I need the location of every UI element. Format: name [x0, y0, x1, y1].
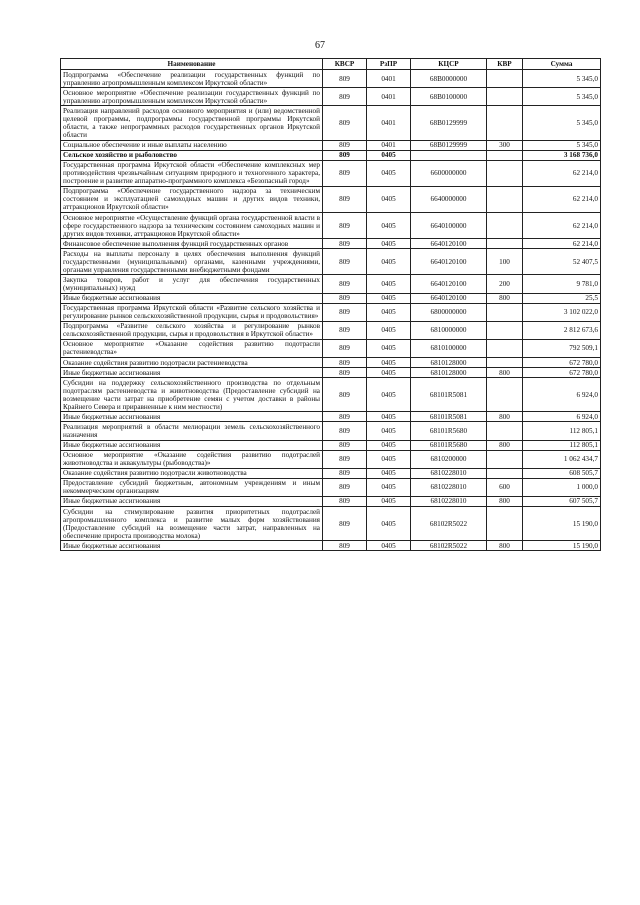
table-row [61, 186, 601, 212]
cell-rzpr: 0405 [367, 339, 411, 357]
header-kcsr: КЦСР [411, 59, 487, 70]
cell-rzpr: 0401 [367, 88, 411, 106]
cell-kvsr: 809 [323, 496, 367, 506]
cell-sum: 62 214,0 [523, 239, 601, 249]
cell-kcsr: 6640000000 [411, 186, 487, 212]
cell-rzpr: 0405 [367, 468, 411, 478]
cell-sum: 2 812 673,6 [523, 321, 601, 339]
cell-name: Иные бюджетные ассигнования [61, 541, 323, 551]
cell-kcsr: 6640120100 [411, 275, 487, 293]
cell-kvsr: 809 [323, 412, 367, 422]
cell-kvsr: 809 [323, 275, 367, 293]
cell-sum: 3 102 022,0 [523, 303, 601, 321]
cell-kvr [487, 339, 523, 357]
table-header-row [61, 59, 601, 70]
cell-name: Оказание содействия развитию подотрасли животноводства [61, 468, 323, 478]
cell-rzpr: 0405 [367, 160, 411, 186]
cell-sum: 6 924,0 [523, 378, 601, 412]
cell-sum: 62 214,0 [523, 213, 601, 239]
cell-kcsr: 68В0000000 [411, 70, 487, 88]
cell-name: Подпрограмма «Развитие сельского хозяйства и регулирование рынков сельскохозяйственной продукции, сырья и продовольствия в Иркутской области» [61, 321, 323, 339]
cell-kcsr: 6810228010 [411, 496, 487, 506]
cell-rzpr: 0405 [367, 378, 411, 412]
cell-kvsr: 809 [323, 106, 367, 140]
cell-kvsr: 809 [323, 468, 367, 478]
table-row [61, 440, 601, 450]
cell-name: Субсидии на стимулирование развития приоритетных подотраслей агропромышленного комплекса и развитие малых форм хозяйствования (Предоставление субсидий на возмещение части затрат, направленных на обеспечение прироста производства молока) [61, 507, 323, 541]
cell-kvr: 800 [487, 368, 523, 378]
cell-sum: 6 924,0 [523, 412, 601, 422]
header-kvr: КВР [487, 59, 523, 70]
cell-kvr: 800 [487, 541, 523, 551]
cell-kcsr: 68В0129999 [411, 140, 487, 150]
cell-name: Государственная программа Иркутской области «Обеспечение комплексных мер противодействия чрезвычайным ситуациям природного и техногенного характера, построение и развитие аппаратно-программного комплекса «Безопасный город» [61, 160, 323, 186]
cell-kvsr: 809 [323, 507, 367, 541]
cell-sum: 1 000,0 [523, 478, 601, 496]
cell-rzpr: 0405 [367, 450, 411, 468]
cell-kcsr: 68101R5680 [411, 422, 487, 440]
cell-kvr [487, 213, 523, 239]
table-row [61, 478, 601, 496]
cell-kvsr: 809 [323, 321, 367, 339]
cell-kcsr: 6600000000 [411, 160, 487, 186]
cell-kcsr: 68101R5680 [411, 440, 487, 450]
cell-rzpr: 0405 [367, 321, 411, 339]
cell-kcsr: 68102R5022 [411, 541, 487, 551]
cell-name: Подпрограмма «Обеспечение государственного надзора за техническим состоянием и эксплуатацией самоходных машин и других видов техники, аттракционов Иркутской области» [61, 186, 323, 212]
cell-rzpr: 0401 [367, 140, 411, 150]
table-row [61, 213, 601, 239]
cell-sum: 672 780,0 [523, 368, 601, 378]
cell-kvsr: 809 [323, 422, 367, 440]
cell-kvsr: 809 [323, 440, 367, 450]
cell-kvr [487, 150, 523, 160]
cell-rzpr: 0405 [367, 496, 411, 506]
cell-kvsr: 809 [323, 368, 367, 378]
cell-name: Расходы на выплаты персоналу в целях обеспечения выполнения функций государственными (муниципальными) органами, казенными учреждениями, органами управления государственными внебюджетными фондами [61, 249, 323, 275]
cell-sum: 25,5 [523, 293, 601, 303]
cell-kvsr: 809 [323, 186, 367, 212]
cell-kvsr: 809 [323, 140, 367, 150]
cell-kvr [487, 88, 523, 106]
cell-kvsr: 809 [323, 249, 367, 275]
header-kvsr: КВСР [323, 59, 367, 70]
table-row [61, 422, 601, 440]
cell-kcsr: 68101R5081 [411, 378, 487, 412]
cell-rzpr: 0401 [367, 70, 411, 88]
cell-name: Иные бюджетные ассигнования [61, 412, 323, 422]
cell-rzpr: 0405 [367, 440, 411, 450]
table-row [61, 249, 601, 275]
table-row [61, 70, 601, 88]
cell-sum: 62 214,0 [523, 186, 601, 212]
cell-kvr: 800 [487, 412, 523, 422]
cell-kcsr: 6640120100 [411, 239, 487, 249]
table-row [61, 496, 601, 506]
cell-rzpr: 0405 [367, 186, 411, 212]
cell-sum: 5 345,0 [523, 140, 601, 150]
cell-rzpr: 0405 [367, 293, 411, 303]
table-row [61, 321, 601, 339]
cell-kcsr: 68102R5022 [411, 507, 487, 541]
table-body [61, 70, 601, 551]
cell-rzpr: 0405 [367, 150, 411, 160]
cell-rzpr: 0405 [367, 249, 411, 275]
table-row [61, 368, 601, 378]
table-row [61, 378, 601, 412]
table-row [61, 339, 601, 357]
cell-kvr [487, 468, 523, 478]
cell-name: Субсидии на поддержку сельскохозяйственного производства по отдельным подотраслям растениеводства и животноводства (Предоставление субсидий на возмещение части затрат на приобретение семян с учетом доставки в районы Крайнего Севера и приравненные к ним местности) [61, 378, 323, 412]
cell-sum: 5 345,0 [523, 106, 601, 140]
cell-name: Подпрограмма «Обеспечение реализации государственных функций по управлению агропромышленным комплексом Иркутской области» [61, 70, 323, 88]
cell-kvr [487, 186, 523, 212]
cell-name: Социальное обеспечение и иные выплаты населению [61, 140, 323, 150]
cell-kcsr: 6810000000 [411, 321, 487, 339]
cell-kvr [487, 422, 523, 440]
header-rzpr: РзПР [367, 59, 411, 70]
cell-kvsr: 809 [323, 150, 367, 160]
page-number: 67 [315, 40, 325, 51]
cell-name: Иные бюджетные ассигнования [61, 496, 323, 506]
table-row [61, 412, 601, 422]
table-row [61, 275, 601, 293]
table-row [61, 468, 601, 478]
cell-kvr: 600 [487, 478, 523, 496]
cell-kcsr: 6640120100 [411, 293, 487, 303]
cell-kcsr: 6800000000 [411, 303, 487, 321]
cell-sum: 15 190,0 [523, 507, 601, 541]
cell-name: Финансовое обеспечение выполнения функций государственных органов [61, 239, 323, 249]
cell-sum: 9 781,0 [523, 275, 601, 293]
table-row [61, 150, 601, 160]
cell-name: Закупка товаров, работ и услуг для обеспечения государственных (муниципальных) нужд [61, 275, 323, 293]
cell-kcsr: 6640100000 [411, 213, 487, 239]
table-row [61, 160, 601, 186]
cell-kvr [487, 70, 523, 88]
cell-rzpr: 0401 [367, 106, 411, 140]
cell-kvsr: 809 [323, 303, 367, 321]
cell-sum: 672 780,0 [523, 358, 601, 368]
cell-kvr [487, 303, 523, 321]
cell-name: Основное мероприятие «Осуществление функций органа государственной власти в сфере государственного надзора за техническим состоянием самоходных машин и других видов техники, аттракционов Иркутской области» [61, 213, 323, 239]
cell-kvsr: 809 [323, 541, 367, 551]
cell-name: Сельское хозяйство и рыболовство [61, 150, 323, 160]
cell-kvr [487, 450, 523, 468]
cell-kcsr: 6810228010 [411, 478, 487, 496]
cell-rzpr: 0405 [367, 213, 411, 239]
budget-table [60, 58, 601, 551]
cell-kcsr: 68В0129999 [411, 106, 487, 140]
cell-kvr [487, 239, 523, 249]
cell-rzpr: 0405 [367, 275, 411, 293]
cell-name: Реализация мероприятий в области мелиорации земель сельскохозяйственного назначения [61, 422, 323, 440]
cell-sum: 607 505,7 [523, 496, 601, 506]
table-row [61, 450, 601, 468]
cell-kvr [487, 160, 523, 186]
cell-rzpr: 0405 [367, 412, 411, 422]
table-row [61, 541, 601, 551]
cell-name: Иные бюджетные ассигнования [61, 440, 323, 450]
cell-rzpr: 0405 [367, 303, 411, 321]
cell-name: Государственная программа Иркутской области «Развитие сельского хозяйства и регулирование рынков сельскохозяйственной продукции, сырья и продовольствия» [61, 303, 323, 321]
cell-kvr [487, 507, 523, 541]
cell-rzpr: 0405 [367, 478, 411, 496]
cell-kcsr: 6810100000 [411, 339, 487, 357]
cell-rzpr: 0405 [367, 541, 411, 551]
cell-sum: 62 214,0 [523, 160, 601, 186]
cell-sum: 5 345,0 [523, 88, 601, 106]
cell-kvr [487, 321, 523, 339]
cell-kvr [487, 358, 523, 368]
cell-rzpr: 0405 [367, 358, 411, 368]
cell-kvsr: 809 [323, 358, 367, 368]
table-row [61, 293, 601, 303]
cell-kcsr: 6810200000 [411, 450, 487, 468]
cell-sum: 52 407,5 [523, 249, 601, 275]
table-row [61, 507, 601, 541]
cell-kvr: 800 [487, 440, 523, 450]
cell-kcsr: 68В0100000 [411, 88, 487, 106]
cell-name: Основное мероприятие «Оказание содействия развитию подотрасли растениеводства» [61, 339, 323, 357]
header-sum: Сумма [523, 59, 601, 70]
cell-name: Реализация направлений расходов основного мероприятия и (или) ведомственной целевой программы, подпрограммы государственной программы Иркутской области, а также непрограммных расходов государственных органов Иркутской области [61, 106, 323, 140]
cell-sum: 608 505,7 [523, 468, 601, 478]
cell-rzpr: 0405 [367, 368, 411, 378]
cell-kvr [487, 106, 523, 140]
cell-kvsr: 809 [323, 88, 367, 106]
cell-kvsr: 809 [323, 478, 367, 496]
table-row [61, 140, 601, 150]
table-row [61, 303, 601, 321]
cell-rzpr: 0405 [367, 239, 411, 249]
cell-sum: 5 345,0 [523, 70, 601, 88]
cell-name: Основное мероприятие «Обеспечение реализации государственных функций по управлению агропромышленным комплексом Иркутской области» [61, 88, 323, 106]
cell-kvr: 800 [487, 293, 523, 303]
cell-kvsr: 809 [323, 160, 367, 186]
cell-kvr: 200 [487, 275, 523, 293]
cell-sum: 112 805,1 [523, 440, 601, 450]
cell-kvsr: 809 [323, 239, 367, 249]
cell-kvr: 300 [487, 140, 523, 150]
cell-kvsr: 809 [323, 70, 367, 88]
cell-kvr: 100 [487, 249, 523, 275]
cell-kvsr: 809 [323, 450, 367, 468]
cell-sum: 112 805,1 [523, 422, 601, 440]
cell-kcsr: 6640120100 [411, 249, 487, 275]
cell-kcsr: 6810128000 [411, 368, 487, 378]
cell-name: Иные бюджетные ассигнования [61, 368, 323, 378]
header-name: Наименование [61, 59, 323, 70]
cell-rzpr: 0405 [367, 422, 411, 440]
cell-kvr [487, 378, 523, 412]
cell-kvsr: 809 [323, 339, 367, 357]
cell-sum: 15 190,0 [523, 541, 601, 551]
cell-kvsr: 809 [323, 293, 367, 303]
cell-kcsr: 6810228010 [411, 468, 487, 478]
table-row [61, 239, 601, 249]
cell-name: Основное мероприятие «Оказание содействия развитию подотраслей животноводства и аквакультуры (рыбоводства)» [61, 450, 323, 468]
table-row [61, 358, 601, 368]
cell-sum: 3 168 736,0 [523, 150, 601, 160]
cell-kvsr: 809 [323, 378, 367, 412]
cell-kvsr: 809 [323, 213, 367, 239]
cell-name: Оказание содействия развитию подотрасли растениеводства [61, 358, 323, 368]
table-row [61, 88, 601, 106]
cell-name: Иные бюджетные ассигнования [61, 293, 323, 303]
cell-rzpr: 0405 [367, 507, 411, 541]
cell-name: Предоставление субсидий бюджетным, автономным учреждениям и иным некоммерческим организациям [61, 478, 323, 496]
cell-kcsr: 68101R5081 [411, 412, 487, 422]
table-row [61, 106, 601, 140]
cell-sum: 1 062 434,7 [523, 450, 601, 468]
cell-sum: 792 509,1 [523, 339, 601, 357]
cell-kvr: 800 [487, 496, 523, 506]
cell-kcsr [411, 150, 487, 160]
cell-kcsr: 6810128000 [411, 358, 487, 368]
